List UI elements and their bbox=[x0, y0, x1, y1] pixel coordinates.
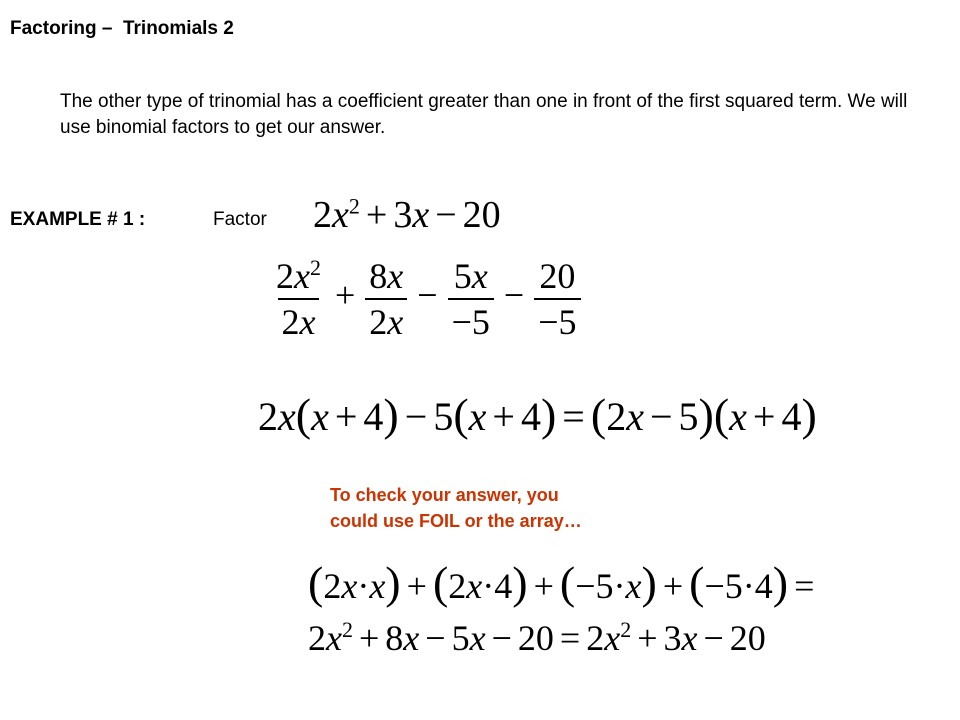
foil-result: $2x^2 + 8x - 5x - 20 = 2x^2 + 3x - 20$ bbox=[308, 617, 766, 658]
check-note-line-2: could use FOIL or the array… bbox=[330, 511, 582, 531]
trinomial-expression: $2x^2 + 3x - 20$ bbox=[313, 193, 501, 236]
slide-title: Factoring – Trinomials 2 bbox=[10, 18, 234, 39]
fraction-4: $\frac{20}{-5}$ bbox=[534, 258, 580, 340]
check-note bbox=[330, 482, 582, 534]
example-label: EXAMPLE # 1 : bbox=[10, 209, 146, 230]
factor-word: Factor bbox=[213, 209, 267, 230]
fraction-1: $\frac{2x^2}{2x}$ bbox=[276, 255, 321, 342]
check-note-line-1: To check your answer, you bbox=[330, 485, 559, 505]
fraction-3: $\frac{5x}{-5}$ bbox=[448, 258, 494, 340]
fraction-2: $\frac{8x}{2x}$ bbox=[365, 258, 407, 340]
intro-paragraph: The other type of trinomial has a coefficient greater than one in front of the first squared term. We will use binomial factors to get our answer. bbox=[60, 91, 908, 138]
grouping-equation: 2x(x + 4) − 5(x + 4) = (2x − 5)(x + 4) bbox=[258, 389, 817, 440]
foil-products: (2x·x) + (2x·4) + (−5·x) + (−5·4) = bbox=[308, 557, 815, 608]
split-fractions: $\frac{2x^2}{2x}$ + $\frac{8x}{2x}$ − $\frac{5x}{-5}$ − $\frac{20}{-5}$ bbox=[268, 258, 585, 340]
